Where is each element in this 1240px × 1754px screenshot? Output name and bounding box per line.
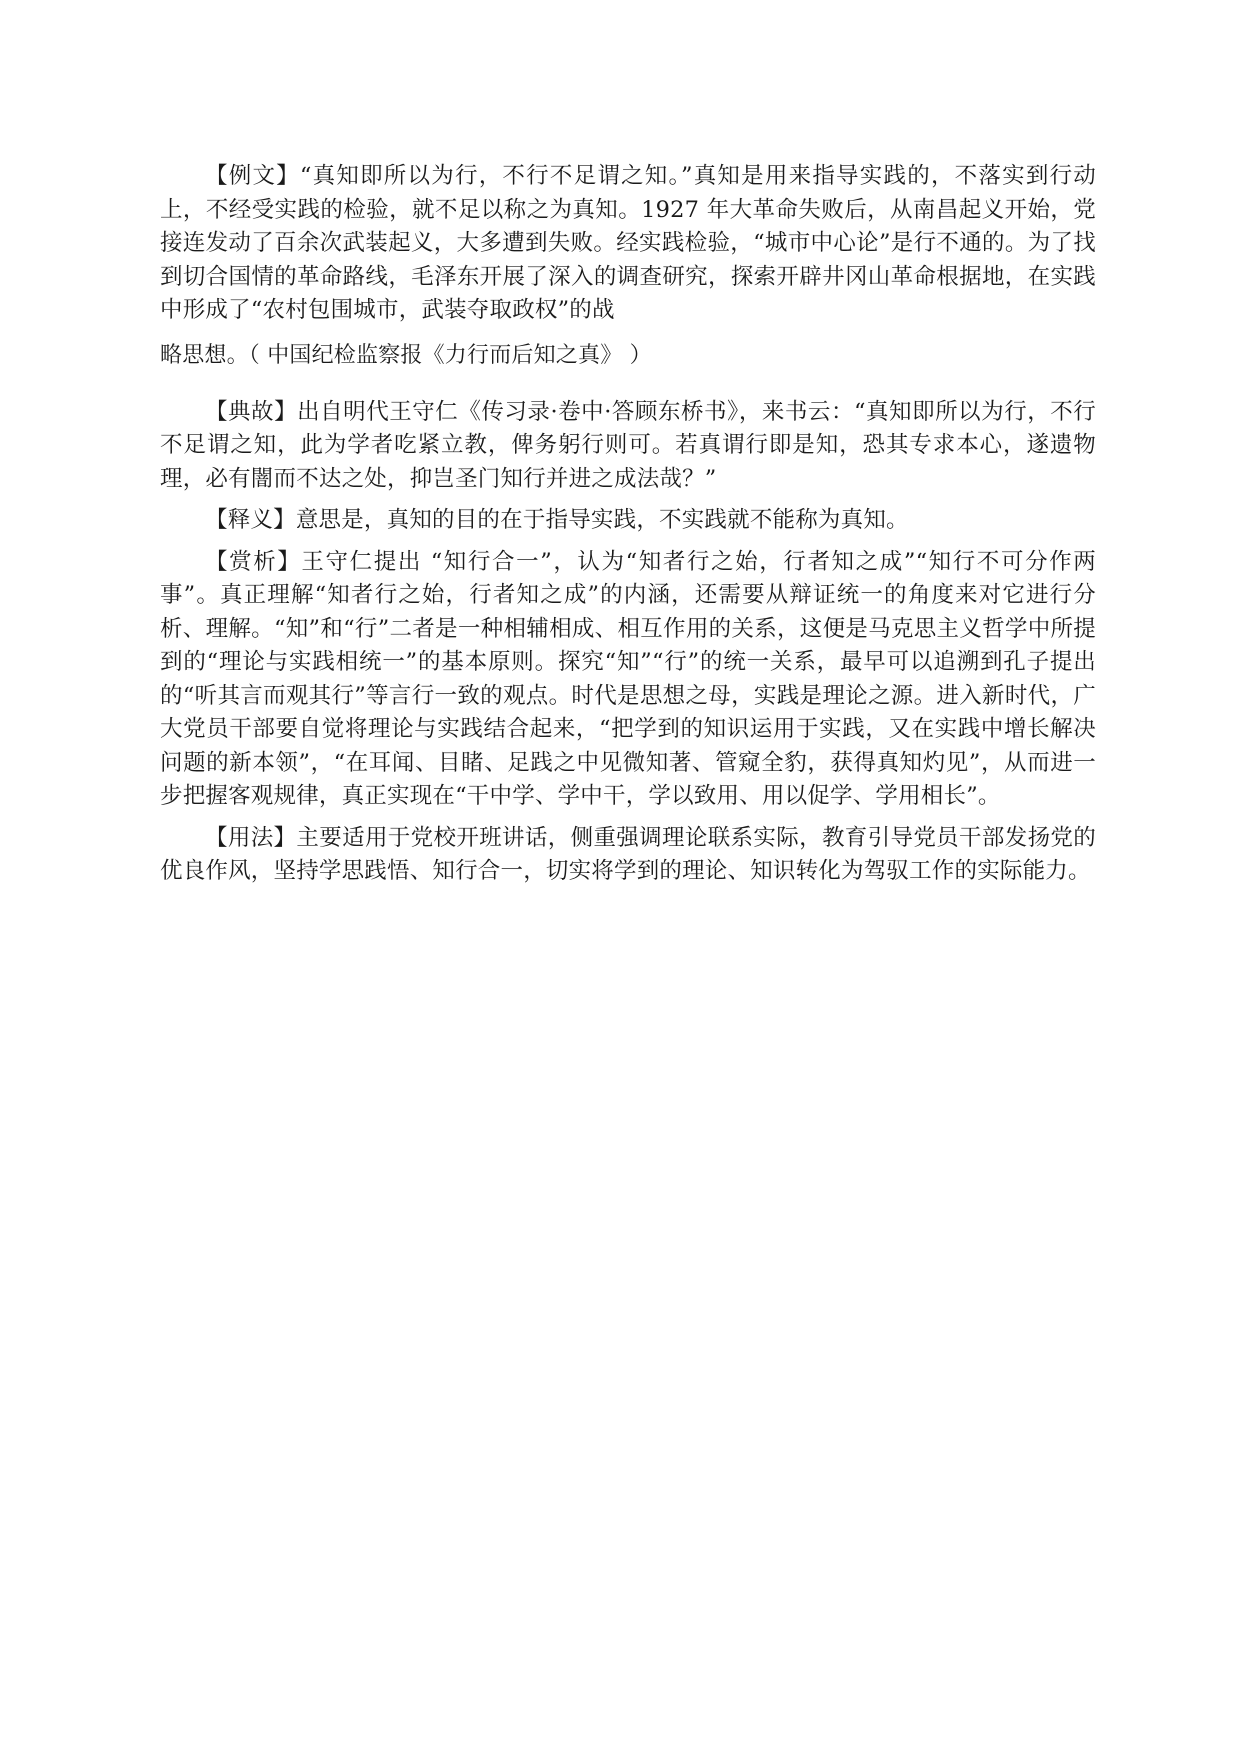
meaning-paragraph <box>160 504 1096 538</box>
document-page <box>160 160 1096 889</box>
example-paragraph <box>160 160 1096 376</box>
analysis-text: 王守仁提出 “知行合一”，认为“知者行之始，行者知之成”“知行不可分作两事”。真正理解“知者行之始，行者知之成”的内涵，还需要从辩证统一的角度来对它进行分析、理解。“知”和“行”二者是一种相辅相成、相互作用的关系，这便是马克思主义哲学中所提到的“理论与实践相统一”的基本原则。探究“知”“行”的统一关系，最早可以追溯到孔子提出的“听其言而观其行”等言行一致的观点。时代是思想之母，实践是理论之源。进入新时代，广大党员干部要自觉将理论与实践结合起来，“把学到的知识运用于实践，又在实践中增长解决问题的新本领”，“在耳闻、目睹、足践之中见微知著、管窥全豹，获得真知灼见”，从而进一步把握客观规律，真正实现在“干中学、学中干，学以致用、用以促学、学用相长”。 <box>160 548 1096 809</box>
analysis-paragraph <box>160 546 1096 814</box>
example-tag: 【例文】 <box>205 163 300 189</box>
allusion-text: 出自明代王守仁《传习录·卷中·答顾东桥书》，来书云：“真知即所以为行，不行不足谓之知，此为学者吃紧立教，俾务躬行则可。若真谓行即是知，恐其专求本心，遂遗物理，必有闇而不达之处，抑岂圣门知行并进之成法哉？” <box>160 398 1096 492</box>
allusion-paragraph <box>160 396 1096 497</box>
example-source-line: 略思想。（ 中国纪检监察报《力行而后知之真》 ） <box>160 342 652 368</box>
allusion-tag: 【典故】 <box>205 398 298 425</box>
example-text: “真知即所以为行，不行不足谓之知。”真知是用来指导实践的，不落实到行动上，不经受实践的检验，就不足以称之为真知。1927 年大革命失败后，从南昌起义开始，党接连发动了百余次武装起义，大多遭到失败。经实践检验，“城市中心论”是行不通的。为了找到切合国情的革命路线，毛泽东开展了深入的调查研究，探索开辟井冈山革命根据地，在实践中形成了“农村包围城市，武装夺取政权”的战 <box>160 163 1096 323</box>
usage-text: 主要适用于党校开班讲话，侧重强调理论联系实际，教育引导党员干部发扬党的优良作风，坚持学思践悟、知行合一，切实将学到的理论、知识转化为驾驭工作的实际能力。 <box>160 824 1096 884</box>
usage-tag: 【用法】 <box>205 824 297 851</box>
analysis-tag: 【赏析】 <box>205 548 302 575</box>
usage-paragraph <box>160 822 1096 889</box>
meaning-text: 意思是，真知的目的在于指导实践，不实践就不能称为真知。 <box>295 507 909 533</box>
section-gap <box>160 386 1096 396</box>
meaning-tag: 【释义】 <box>205 507 296 533</box>
